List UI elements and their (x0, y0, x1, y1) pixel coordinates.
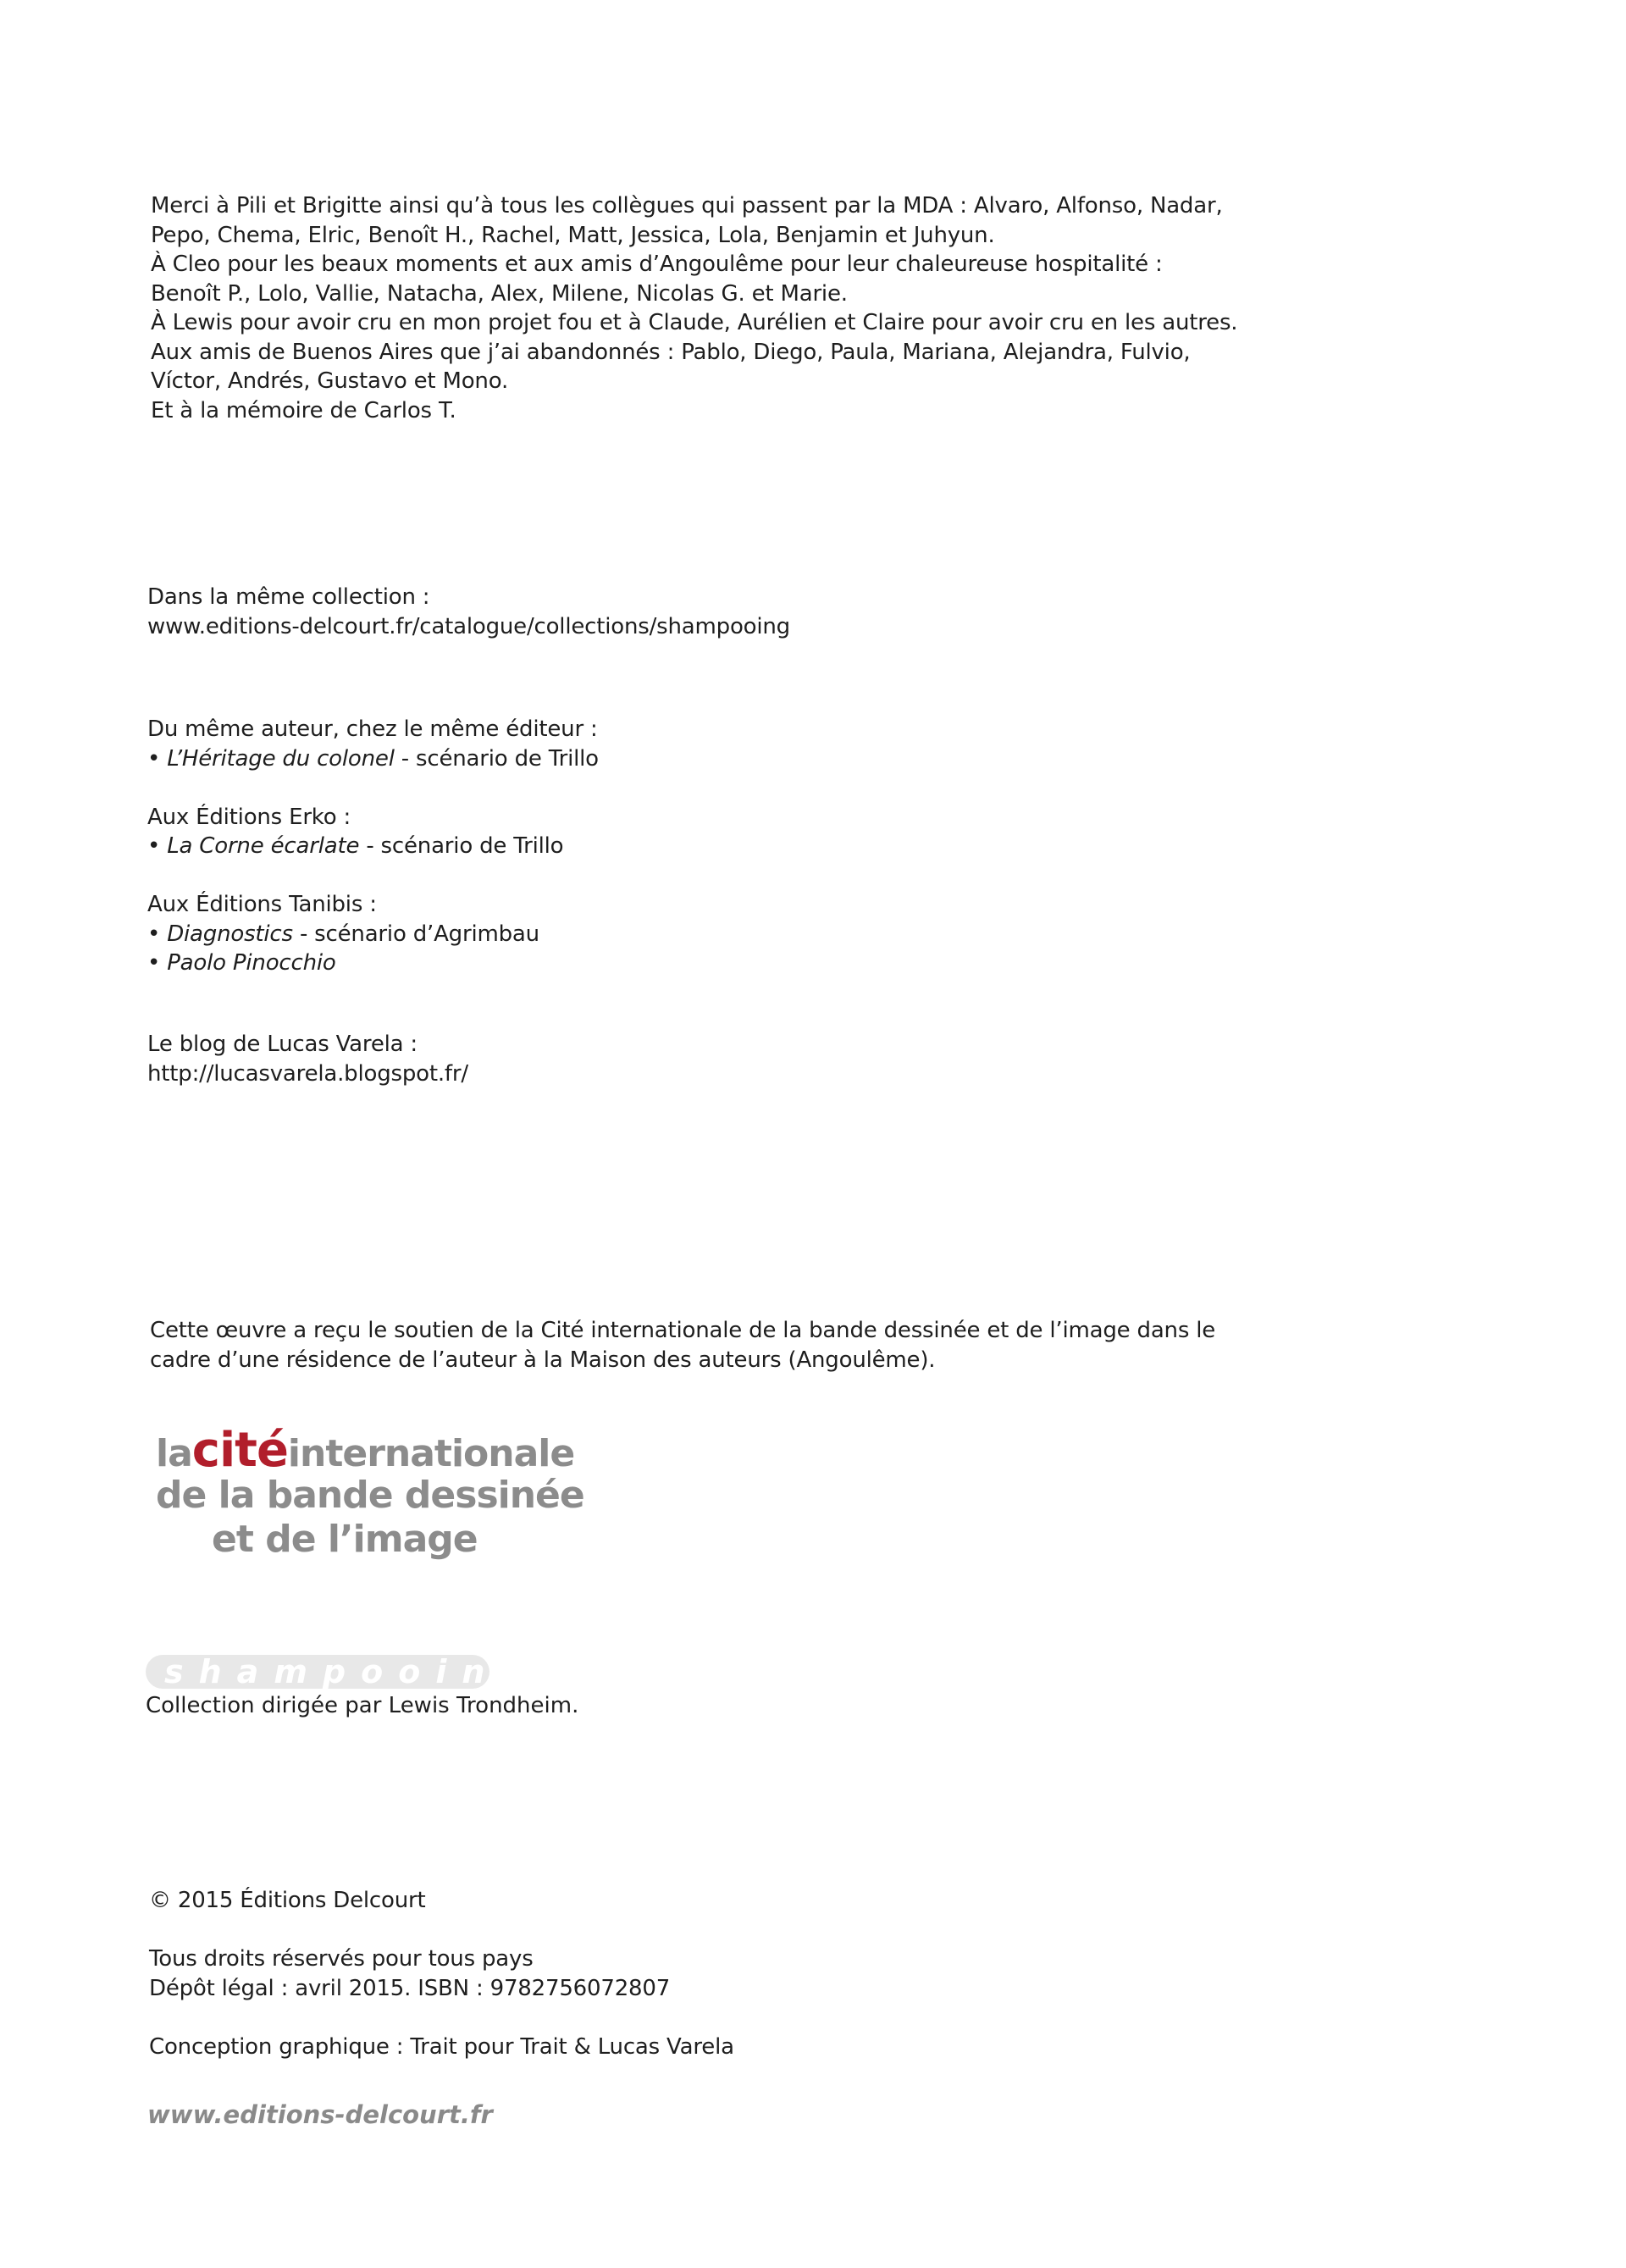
cite-logo-word: la (156, 1432, 192, 1475)
same-collection-heading: Dans la même collection : (147, 584, 430, 610)
acknowledgement-line: Benoît P., Lolo, Vallie, Natacha, Alex, Milene, Nicolas G. et Marie. (151, 280, 848, 307)
cite-logo-line-3: et de l’image (212, 1518, 478, 1561)
blog-url: http://lucasvarela.blogspot.fr/ (147, 1060, 468, 1087)
erko-heading: Aux Éditions Erko : (147, 804, 351, 830)
cite-logo-accent-word: cité (191, 1423, 288, 1478)
bibliography-item (147, 920, 599, 949)
publisher-url: www.editions-delcourt.fr (147, 2100, 493, 2129)
cite-logo-word: internationale (287, 1432, 575, 1475)
book-note: - scénario de Trillo (394, 745, 599, 772)
book-note: - scénario d’Agrimbau (292, 921, 539, 947)
acknowledgement-line: À Lewis pour avoir cru en mon projet fou et à Claude, Aurélien et Claire pour avoir cru en les autres. (151, 310, 1238, 335)
book-title: Diagnostics (167, 921, 293, 947)
acknowledgement-line: Merci à Pili et Brigitte ainsi qu’à tous les collègues qui passent par la MDA : Alvaro, Alfonso, Nadar, (151, 193, 1223, 219)
bibliography-item (147, 832, 599, 861)
blog-section (147, 1030, 468, 1088)
bibliography-section (147, 715, 599, 978)
legal-deposit-line: Dépôt légal : avril 2015. ISBN : 9782756072807 (149, 1975, 671, 2001)
copyright-notice: © 2015 Éditions Delcourt (149, 1888, 426, 1913)
book-note: - scénario de Trillo (359, 833, 564, 859)
bullet: • (147, 745, 168, 772)
acknowledgement-line: Pepo, Chema, Elric, Benoît H., Rachel, Matt, Jessica, Lola, Benjamin et Juhyun. (151, 222, 995, 248)
acknowledgement-line: Et à la mémoire de Carlos T. (151, 397, 456, 423)
copyright-section (149, 1886, 734, 2061)
acknowledgement-line: À Cleo pour les beaux moments et aux amis d’Angoulême pour leur chaleureuse hospitalité : (151, 252, 1163, 277)
acknowledgement-line: Aux amis de Buenos Aires que j’ai abandonnés : Pablo, Diego, Paula, Mariana, Alejandra, Fulvio, (151, 339, 1191, 365)
bullet: • (147, 921, 168, 947)
bibliography-item (147, 744, 599, 774)
cite-logo-line-2: de la bande dessinée (156, 1474, 584, 1517)
book-title: L’Héritage du colonel (167, 745, 395, 772)
shampooing-logo (146, 1653, 539, 1690)
acknowledgements (151, 191, 1237, 425)
same-collection-section (147, 583, 790, 641)
shampooing-logo-text: shampooing (164, 1653, 539, 1690)
tanibis-heading: Aux Éditions Tanibis : (147, 892, 377, 917)
support-line: cadre d’une résidence de l’auteur à la Maison des auteurs (Angoulême). (150, 1347, 936, 1373)
bibliography-item (147, 949, 599, 978)
bullet: • (147, 833, 168, 859)
design-credit: Conception graphique : Trait pour Trait & Lucas Varela (149, 2033, 734, 2060)
support-notice (150, 1316, 1215, 1375)
cite-bd-logo (156, 1423, 613, 1567)
collection-director: Collection dirigée par Lewis Trondheim. (146, 1693, 579, 1718)
blog-heading: Le blog de Lucas Varela : (147, 1032, 418, 1057)
bullet: • (147, 950, 168, 976)
same-publisher-heading: Du même auteur, chez le même éditeur : (147, 716, 598, 742)
cite-logo-line-1 (156, 1423, 574, 1478)
book-title: La Corne écarlate (167, 833, 360, 859)
rights-line: Tous droits réservés pour tous pays (149, 1946, 534, 1972)
acknowledgement-line: Víctor, Andrés, Gustavo et Mono. (151, 368, 509, 394)
collection-url: www.editions-delcourt.fr/catalogue/collections/shampooing (147, 613, 790, 639)
support-line: Cette œuvre a reçu le soutien de la Cité internationale de la bande dessinée et de l’image dans le (150, 1318, 1216, 1343)
book-title: Paolo Pinocchio (167, 950, 336, 976)
